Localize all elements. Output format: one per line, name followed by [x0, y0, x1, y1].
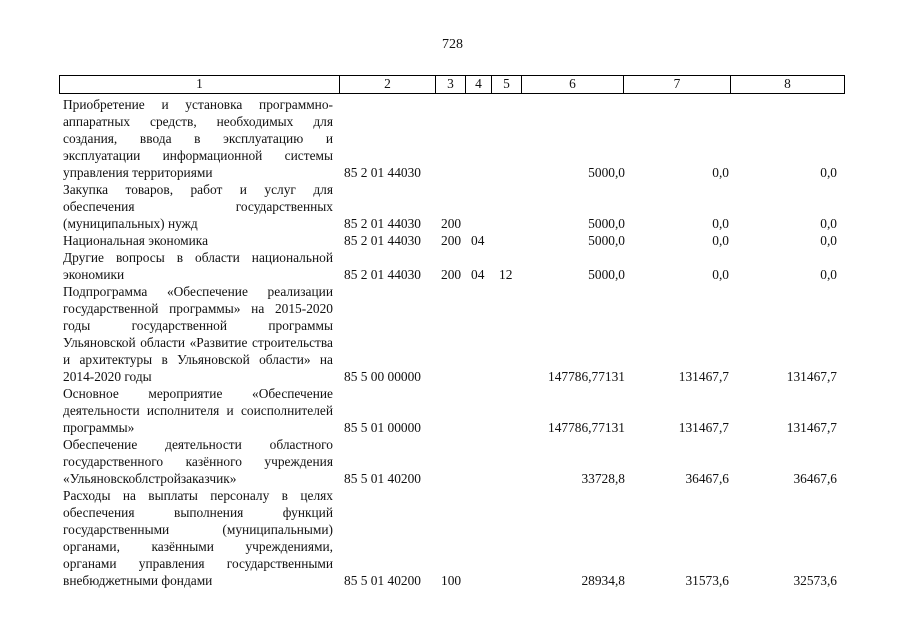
row-col4: 04: [471, 233, 485, 248]
column-header-3: 3: [436, 76, 466, 93]
column-header-1: 1: [60, 76, 340, 93]
row-value-6: 33728,8: [581, 471, 625, 486]
row-value-8: 0,0: [820, 216, 837, 231]
table-row: [60, 436, 844, 487]
row-value-8: 0,0: [820, 233, 837, 248]
column-header-2: 2: [340, 76, 436, 93]
row-name: Приобретение и установка программно-аппаратных средств, необходимых для создания, ввода в эксплуатацию и эксплуатации информационной системы управления территориями: [63, 97, 333, 180]
table-row: [60, 249, 844, 283]
column-header-4: 4: [466, 76, 492, 93]
row-value-6: 5000,0: [588, 165, 625, 180]
table-row: [60, 385, 844, 436]
budget-table: [60, 96, 844, 589]
row-value-8: 32573,6: [793, 573, 837, 588]
row-code: 85 5 00 00000: [344, 369, 421, 384]
row-value-8: 131467,7: [786, 420, 837, 435]
table-row: [60, 232, 844, 249]
row-value-7: 0,0: [712, 267, 729, 282]
row-col3: 200: [441, 233, 462, 248]
row-value-6: 5000,0: [588, 233, 625, 248]
row-value-6: 28934,8: [581, 573, 625, 588]
row-value-7: 0,0: [712, 233, 729, 248]
row-code: 85 5 01 00000: [344, 420, 421, 435]
row-value-7: 131467,7: [678, 369, 729, 384]
row-code: 85 5 01 40200: [344, 471, 421, 486]
page-number: 728: [442, 37, 463, 52]
row-value-8: 0,0: [820, 267, 837, 282]
table-row: [60, 487, 844, 589]
row-code: 85 2 01 44030: [344, 216, 421, 231]
row-value-8: 0,0: [820, 165, 837, 180]
table-row: [60, 96, 844, 181]
table-row: [60, 181, 844, 232]
row-name: Основное мероприятие «Обеспечение деятельности исполнителя и соисполнителей программы»: [63, 386, 333, 435]
row-value-6: 5000,0: [588, 267, 625, 282]
column-header-5: 5: [492, 76, 522, 93]
row-value-7: 36467,6: [685, 471, 729, 486]
row-col3: 100: [441, 573, 462, 588]
row-value-8: 131467,7: [786, 369, 837, 384]
row-value-6: 5000,0: [588, 216, 625, 231]
table-header: [59, 75, 845, 94]
row-code: 85 2 01 44030: [344, 165, 421, 180]
row-col3: 200: [441, 267, 462, 282]
row-name: Закупка товаров, работ и услуг для обеспечения государственных (муниципальных) нужд: [63, 182, 333, 231]
row-name: Обеспечение деятельности областного государственного казённого учреждения «Ульяновскоблстройзаказчик»: [63, 437, 333, 486]
column-header-8: 8: [784, 76, 791, 91]
row-value-7: 131467,7: [678, 420, 729, 435]
row-name: Расходы на выплаты персоналу в целях обеспечения выполнения функций государственными (муниципальными) органами, казёнными учреждениями, органами управления государственными внебюджетными фондами: [63, 488, 333, 588]
row-value-7: 0,0: [712, 165, 729, 180]
row-value-6: 147786,77131: [548, 420, 625, 435]
row-value-7: 31573,6: [685, 573, 729, 588]
column-header-7: 7: [624, 76, 731, 93]
row-code: 85 2 01 44030: [344, 267, 421, 282]
row-code: 85 2 01 44030: [344, 233, 421, 248]
row-value-8: 36467,6: [793, 471, 837, 486]
row-col5: 12: [499, 267, 513, 282]
row-value-6: 147786,77131: [548, 369, 625, 384]
row-name: Национальная экономика: [63, 233, 209, 248]
row-col3: 200: [441, 216, 462, 231]
table-row: [60, 283, 844, 385]
row-col4: 04: [471, 267, 485, 282]
row-name: Подпрограмма «Обеспечение реализации государственной программы» на 2015-2020 годы государственной программы Ульяновской области «Развитие строительства и архитектуры в Ульяновской области» на 2014-2020 годы: [63, 284, 333, 384]
row-name: Другие вопросы в области национальной экономики: [63, 250, 333, 282]
column-header-6: 6: [522, 76, 624, 93]
row-value-7: 0,0: [712, 216, 729, 231]
row-code: 85 5 01 40200: [344, 573, 421, 588]
